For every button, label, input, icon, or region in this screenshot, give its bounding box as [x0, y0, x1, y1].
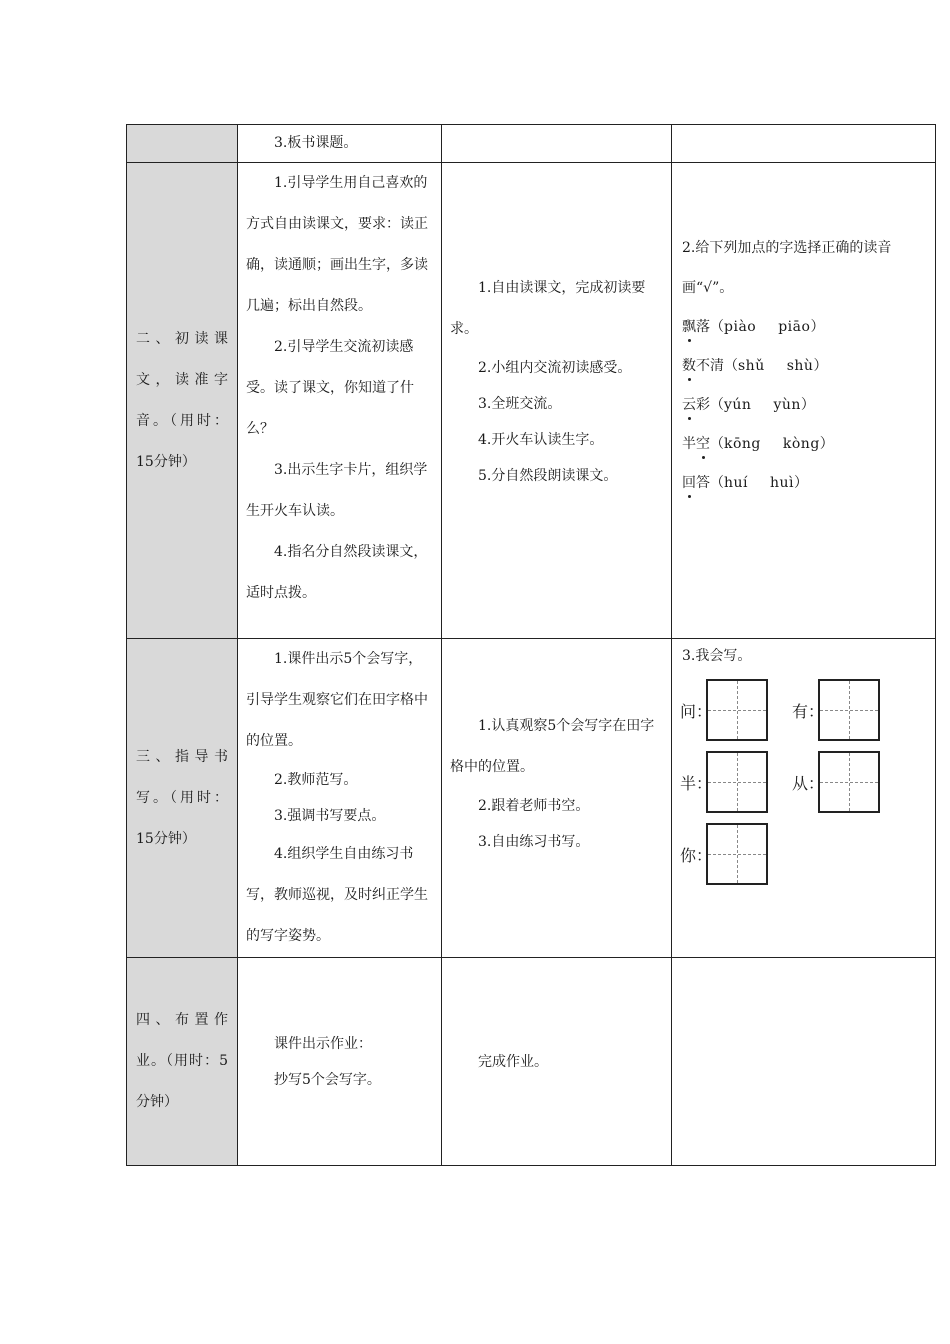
char-label: 问： [680, 701, 713, 721]
pinyin-option[interactable]: huì [770, 475, 795, 491]
pinyin-option[interactable]: kōng [724, 436, 761, 452]
teacher-step: 2.引导学生交流初读感受。读了课文，你知道了什么？ [246, 339, 414, 437]
teacher-step: 4.组织学生自由练习书写，教师巡视，及时纠正学生的写字姿势。 [246, 846, 428, 944]
teacher-step: 4.指名分自然段读课文，适时点拨。 [246, 544, 428, 601]
writing-item [680, 751, 768, 813]
pinyin-option[interactable]: piào [724, 319, 757, 335]
writing-item [680, 823, 768, 885]
teacher-step: 1.引导学生用自己喜欢的方式自由读课文，要求：读正确，读通顺；画出生字，多读几遍；标出自然段。 [246, 175, 428, 314]
tianzige-grid[interactable] [818, 679, 880, 741]
teacher-step: 课件出示作业： [274, 1035, 372, 1052]
tianzige-grid[interactable] [706, 751, 768, 813]
student-cell [442, 163, 672, 639]
char-label: 半： [680, 773, 713, 793]
student-step: 3.全班交流。 [478, 395, 562, 412]
student-step: 3.自由练习书写。 [478, 834, 590, 850]
dotted-char: 云 [682, 386, 696, 425]
exercise-cell [672, 958, 936, 1166]
writing-cell [672, 639, 936, 958]
student-cell [442, 125, 672, 163]
teacher-step: 3.出示生字卡片，组织学生开火车认读。 [246, 462, 428, 519]
exercise-title: 2.给下列加点的字选择正确的读音画“√”。 [682, 240, 892, 296]
char-label: 你： [680, 845, 713, 865]
pinyin-item: 半空（kōng kòng） [672, 425, 935, 464]
stage-cell [127, 958, 238, 1166]
teacher-cell [238, 125, 442, 163]
writing-title: 3.我会写。 [682, 648, 752, 664]
stage-cell [127, 163, 238, 639]
table-row [127, 163, 936, 639]
pinyin-option[interactable]: yùn [773, 397, 801, 413]
teacher-step: 3.板书课题。 [274, 135, 358, 151]
stage-label: 二、初读课文，读准字音。（用时：15分钟） [136, 330, 228, 470]
exercise-cell [672, 163, 936, 639]
pinyin-option[interactable]: shǔ [738, 358, 765, 374]
tianzige-grid[interactable] [706, 823, 768, 885]
dotted-char: 数 [682, 347, 696, 386]
pinyin-option[interactable]: yún [724, 397, 752, 413]
stage-label: 三、指导书写。（用时：15分钟） [136, 748, 228, 847]
teacher-step: 3.强调书写要点。 [274, 808, 386, 824]
pinyin-item: 云彩（yún yùn） [672, 386, 935, 425]
pinyin-option[interactable]: piāo [778, 319, 811, 335]
dotted-char: 空 [696, 425, 710, 464]
teacher-step: 2.教师范写。 [274, 772, 358, 788]
teacher-cell [238, 163, 442, 639]
student-step: 4.开火车认读生字。 [478, 431, 604, 448]
dotted-char: 飘 [682, 308, 696, 347]
teacher-step: 抄写5个会写字。 [274, 1071, 381, 1088]
student-step: 1.自由读课文，完成初读要求。 [450, 279, 646, 337]
pinyin-option[interactable]: huí [724, 475, 749, 491]
teacher-step: 1.课件出示5个会写字，引导学生观察它们在田字格中的位置。 [246, 651, 428, 749]
student-step: 2.小组内交流初读感受。 [478, 359, 632, 376]
pinyin-item: 数不清（shǔ shù） [672, 347, 935, 386]
char-label: 从： [792, 773, 825, 793]
stage-label: 四、布置作业。（用时：5分钟） [136, 1012, 228, 1110]
tianzige-grid[interactable] [818, 751, 880, 813]
pinyin-item: 飘落（piào piāo） [672, 308, 935, 347]
student-step: 5.分自然段朗读课文。 [478, 467, 618, 484]
stage-cell [127, 639, 238, 958]
tianzige-grid[interactable] [706, 679, 768, 741]
student-step: 完成作业。 [478, 1053, 548, 1070]
teacher-cell [238, 639, 442, 958]
pinyin-option[interactable]: shù [786, 358, 814, 374]
exercise-cell [672, 125, 936, 163]
table-row [127, 125, 936, 163]
writing-item [792, 751, 880, 813]
teacher-cell [238, 958, 442, 1166]
student-cell [442, 639, 672, 958]
table-row [127, 958, 936, 1166]
char-label: 有： [792, 701, 825, 721]
student-step: 1.认真观察5个会写字在田字格中的位置。 [450, 718, 655, 775]
stage-cell [127, 125, 238, 163]
pinyin-option[interactable]: kòng [782, 436, 820, 452]
writing-item [792, 679, 880, 741]
student-cell [442, 958, 672, 1166]
lesson-plan-table [126, 124, 936, 1166]
pinyin-item: 回答（huí huì） [672, 464, 935, 503]
student-step: 2.跟着老师书空。 [478, 798, 590, 814]
dotted-char: 回 [682, 464, 696, 503]
writing-item [680, 679, 768, 741]
table-row [127, 639, 936, 958]
